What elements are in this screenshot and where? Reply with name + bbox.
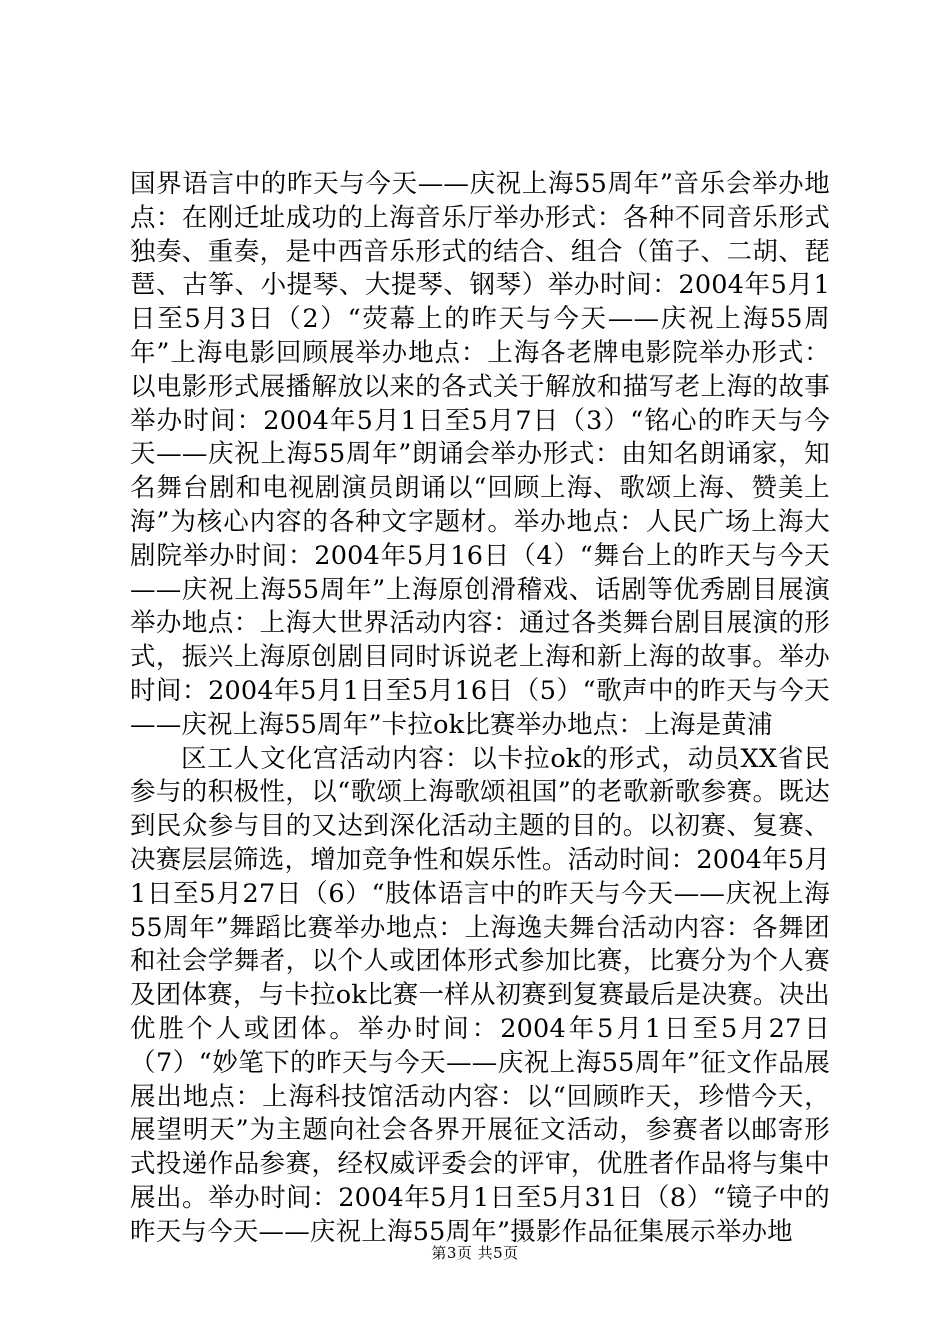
page-number-footer: 第3页 共5页 bbox=[431, 1244, 519, 1262]
body-paragraph-2: 区工人文化宫活动内容：以卡拉ok的形式，动员XX省民参与的积极性，以“歌颂上海歌颂祖国”的老歌新歌参赛。既达到民众参与目的又达到深化活动主题的目的。以初赛、复赛、决赛层层筛选，增加竞争性和娱乐性。活动时间：2004年5月1日至5月27日（6）“肢体语言中的昨天与今天——庆祝上海55周年”舞蹈比赛举办地点：上海逸夫舞台活动内容：各舞团和社会学舞者，以个人或团体形式参加比赛，比赛分为个人赛及团体赛，与卡拉ok比赛一样从初赛到复赛最后是决赛。决出优胜个人或团体。举办时间：2004年5月1日至5月27日（7）“妙笔下的昨天与今天——庆祝上海55周年”征文作品展展出地点：上海科技馆活动内容：以“回顾昨天，珍惜今天，展望明天”为主题向社会各界开展征文活动，参赛者以邮寄形式投递作品参赛，经权威评委会的评审，优胜者作品将与集中展出。举办时间：2004年5月1日至5月31日（8）“镜子中的昨天与今天——庆祝上海55周年”摄影作品征集展示举办地 bbox=[130, 743, 830, 1247]
body-paragraph-1: 国界语言中的昨天与今天——庆祝上海55周年”音乐会举办地点：在刚迁址成功的上海音乐厅举办形式：各种不同音乐形式独奏、重奏，是中西音乐形式的结合、组合（笛子、二胡、琵琶、古筝、小提琴、大提琴、钢琴）举办时间：2004年5月1日至5月3日（2）“荧幕上的昨天与今天——庆祝上海55周年”上海电影回顾展举办地点：上海各老牌电影院举办形式：以电影形式展播解放以来的各式关于解放和描写老上海的故事举办时间：2004年5月1日至5月7日（3）“铭心的昨天与今天——庆祝上海55周年”朗诵会举办形式：由知名朗诵家，知名舞台剧和电视剧演员朗诵以“回顾上海、歌颂上海、赞美上海”为核心内容的各种文字题材。举办地点：人民广场上海大剧院举办时间：2004年5月16日（4）“舞台上的昨天与今天——庆祝上海55周年”上海原创滑稽戏、话剧等优秀剧目展演举办地点：上海大世界活动内容：通过各类舞台剧目展演的形式，振兴上海原创剧目同时诉说老上海和新上海的故事。举办时间：2004年5月1日至5月16日（5）“歌声中的昨天与今天——庆祝上海55周年”卡拉ok比赛举办地点：上海是黄浦 bbox=[130, 169, 830, 740]
document-body bbox=[130, 168, 830, 1250]
